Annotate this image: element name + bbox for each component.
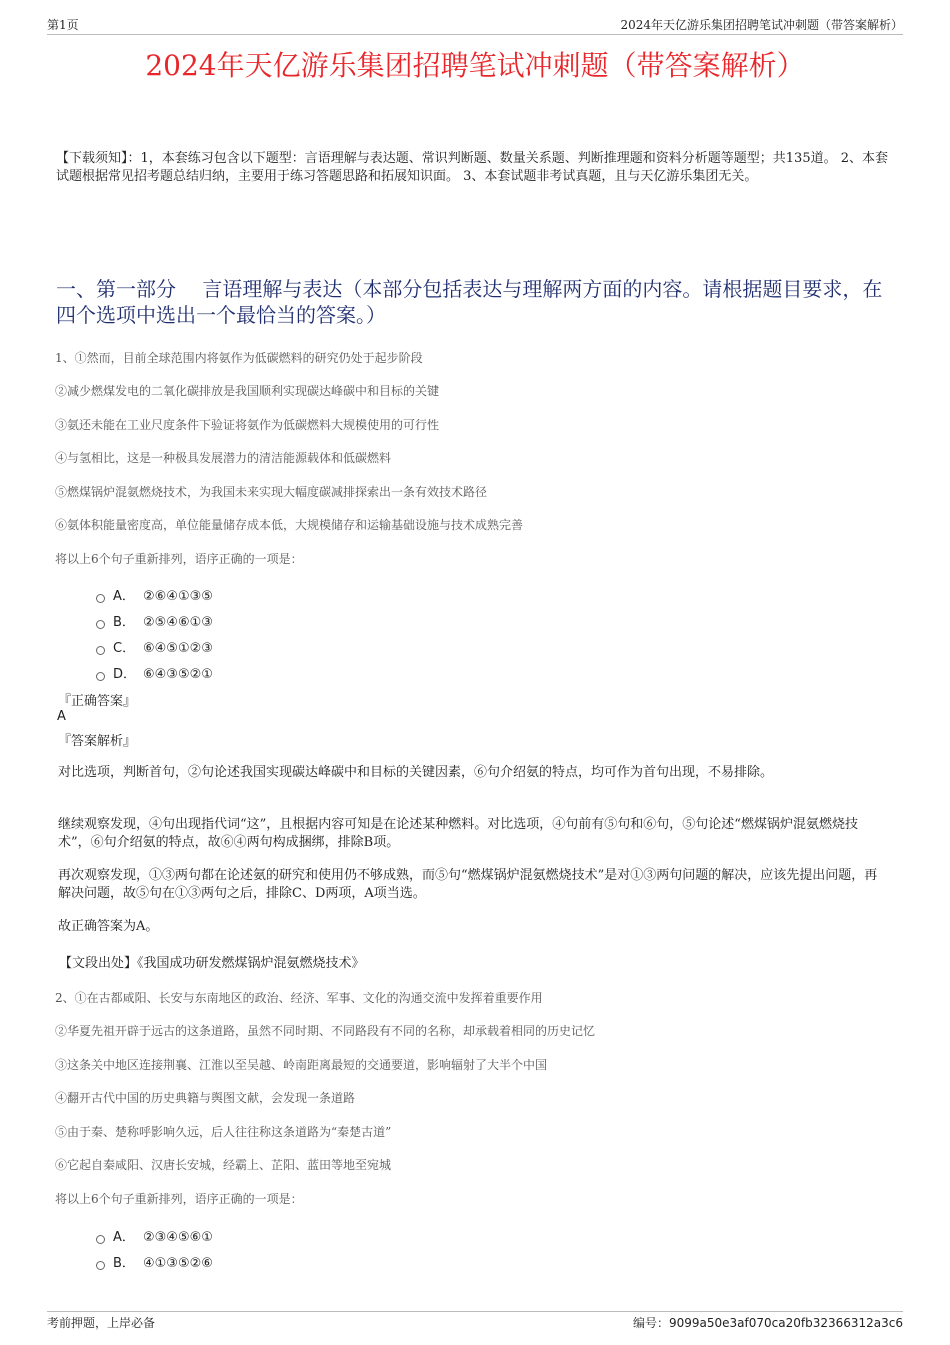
option-letter: B．	[113, 615, 135, 630]
q2-line-2: ②华夏先祖开辟于远古的这条道路，虽然不同时期、不同路段有不同的名称，却承载着相同的历史记忆	[55, 1024, 596, 1038]
q1-line-1: 1、①然而，目前全球范围内将氨作为低碳燃料的研究仍处于起步阶段	[55, 351, 423, 365]
option-text: ②③④⑤⑥①	[143, 1230, 213, 1245]
q1-option-b[interactable]	[96, 611, 213, 629]
q2-line-5: ⑤由于秦、楚称呼影响久远，后人往往称这条道路为“秦楚古道”	[55, 1125, 392, 1139]
option-text: ⑥④⑤①②③	[143, 641, 213, 656]
q1-option-a[interactable]	[96, 585, 213, 603]
analysis-label: 『答案解析』	[58, 734, 137, 749]
q2-line-1: 2、①在古都咸阳、长安与东南地区的政治、经济、军事、文化的沟通交流中发挥着重要作用	[55, 991, 543, 1005]
q1-line-6: ⑥氨体积能量密度高，单位能量储存成本低，大规模储存和运输基础设施与技术成熟完善	[55, 518, 524, 532]
footer-doc-id: 编号：9099a50e3af070ca20fb32366312a3c6	[632, 1316, 903, 1330]
q2-prompt: 将以上6个句子重新排列，语序正确的一项是：	[55, 1192, 303, 1206]
q1-line-5: ⑤燃煤锅炉混氨燃烧技术，为我国未来实现大幅度碳减排探索出一条有效技术路径	[55, 485, 488, 499]
option-text: ②⑤④⑥①③	[143, 615, 213, 630]
q1-line-3: ③氨还未能在工业尺度条件下验证将氨作为低碳燃料大规模使用的可行性	[55, 418, 440, 432]
q2-line-6: ⑥它起自秦咸阳、汉唐长安城，经霸上、芷阳、蓝田等地至宛城	[55, 1158, 392, 1172]
radio-icon[interactable]	[96, 672, 105, 681]
radio-icon[interactable]	[96, 594, 105, 603]
radio-icon[interactable]	[96, 620, 105, 629]
page-footer	[47, 1311, 903, 1332]
q2-option-b[interactable]	[96, 1252, 213, 1270]
analysis-paragraph-3: 再次观察发现，①③两句都在论述氨的研究和使用仍不够成熟，而⑤句“燃煤锅炉混氨燃烧技术”是对①③两句问题的解决，应该先提出问题，再解决问题，故⑤句在①③两句之后，排除C、D两项，A项当选。	[58, 868, 878, 901]
correct-answer-value: A	[57, 709, 66, 724]
option-letter: A．	[113, 1230, 135, 1245]
q1-line-2: ②减少燃煤发电的二氧化碳排放是我国顺利实现碳达峰碳中和目标的关键	[55, 384, 440, 398]
document-title: 2024年天亿游乐集团招聘笔试冲刺题（带答案解析）	[145, 49, 805, 82]
q1-source: 【文段出处】《我国成功研发燃煤锅炉混氨燃烧技术》	[59, 956, 365, 971]
q1-prompt: 将以上6个句子重新排列，语序正确的一项是：	[55, 552, 303, 566]
radio-icon[interactable]	[96, 646, 105, 655]
download-notice: 【下载须知】：1，本套练习包含以下题型：言语理解与表达题、常识判断题、数量关系题、判断推理题和资料分析题等题型；共135道。 2、本套试题根据常见招考题总结归纳，主要用于练习答题思路和拓展知识面。 3、本套试题非考试真题，且与天亿游乐集团无关。	[56, 151, 888, 184]
option-letter: B．	[113, 1256, 135, 1271]
option-text: ②⑥④①③⑤	[143, 589, 213, 604]
q2-option-a[interactable]	[96, 1226, 213, 1244]
analysis-paragraph-4: 故正确答案为A。	[58, 919, 159, 934]
radio-icon[interactable]	[96, 1261, 105, 1270]
q1-option-c[interactable]	[96, 637, 213, 655]
option-letter: C．	[113, 641, 136, 656]
analysis-paragraph-1: 对比选项，判断首句，②句论述我国实现碳达峰碳中和目标的关键因素，⑥句介绍氨的特点，均可作为首句出现，不易排除。	[58, 765, 774, 780]
q1-line-4: ④与氢相比，这是一种极具发展潜力的清洁能源载体和低碳燃料	[55, 451, 392, 465]
page-number: 第1页	[47, 18, 79, 32]
option-letter: D．	[113, 667, 137, 682]
correct-answer-label: 『正确答案』	[58, 694, 137, 709]
footer-slogan: 考前押题，上岸必备	[47, 1316, 156, 1330]
option-text: ⑥④③⑤②①	[143, 667, 213, 682]
page-header	[47, 14, 903, 35]
analysis-paragraph-2: 继续观察发现，④句出现指代词“这”，且根据内容可知是在论述某种燃料。对比选项，④句前有⑤句和⑥句，⑤句论述“燃煤锅炉混氨燃烧技术”，⑥句介绍氨的特点，故⑥④两句构成捆绑，排除B项。	[58, 817, 858, 850]
radio-icon[interactable]	[96, 1235, 105, 1244]
option-letter: A．	[113, 589, 135, 604]
q2-line-3: ③这条关中地区连接荆襄、江淮以至吴越、岭南距离最短的交通要道，影响辐射了大半个中国	[55, 1058, 548, 1072]
header-doc-title: 2024年天亿游乐集团招聘笔试冲刺题（带答案解析）	[620, 18, 903, 32]
option-text: ④①③⑤②⑥	[143, 1256, 213, 1271]
q2-line-4: ④翻开古代中国的历史典籍与舆图文献，会发现一条道路	[55, 1091, 356, 1105]
section-title: 一、第一部分 言语理解与表达（本部分包括表达与理解两方面的内容。请根据题目要求，在四个选项中选出一个最恰当的答案。）	[56, 277, 883, 327]
q1-option-d[interactable]	[96, 663, 213, 681]
